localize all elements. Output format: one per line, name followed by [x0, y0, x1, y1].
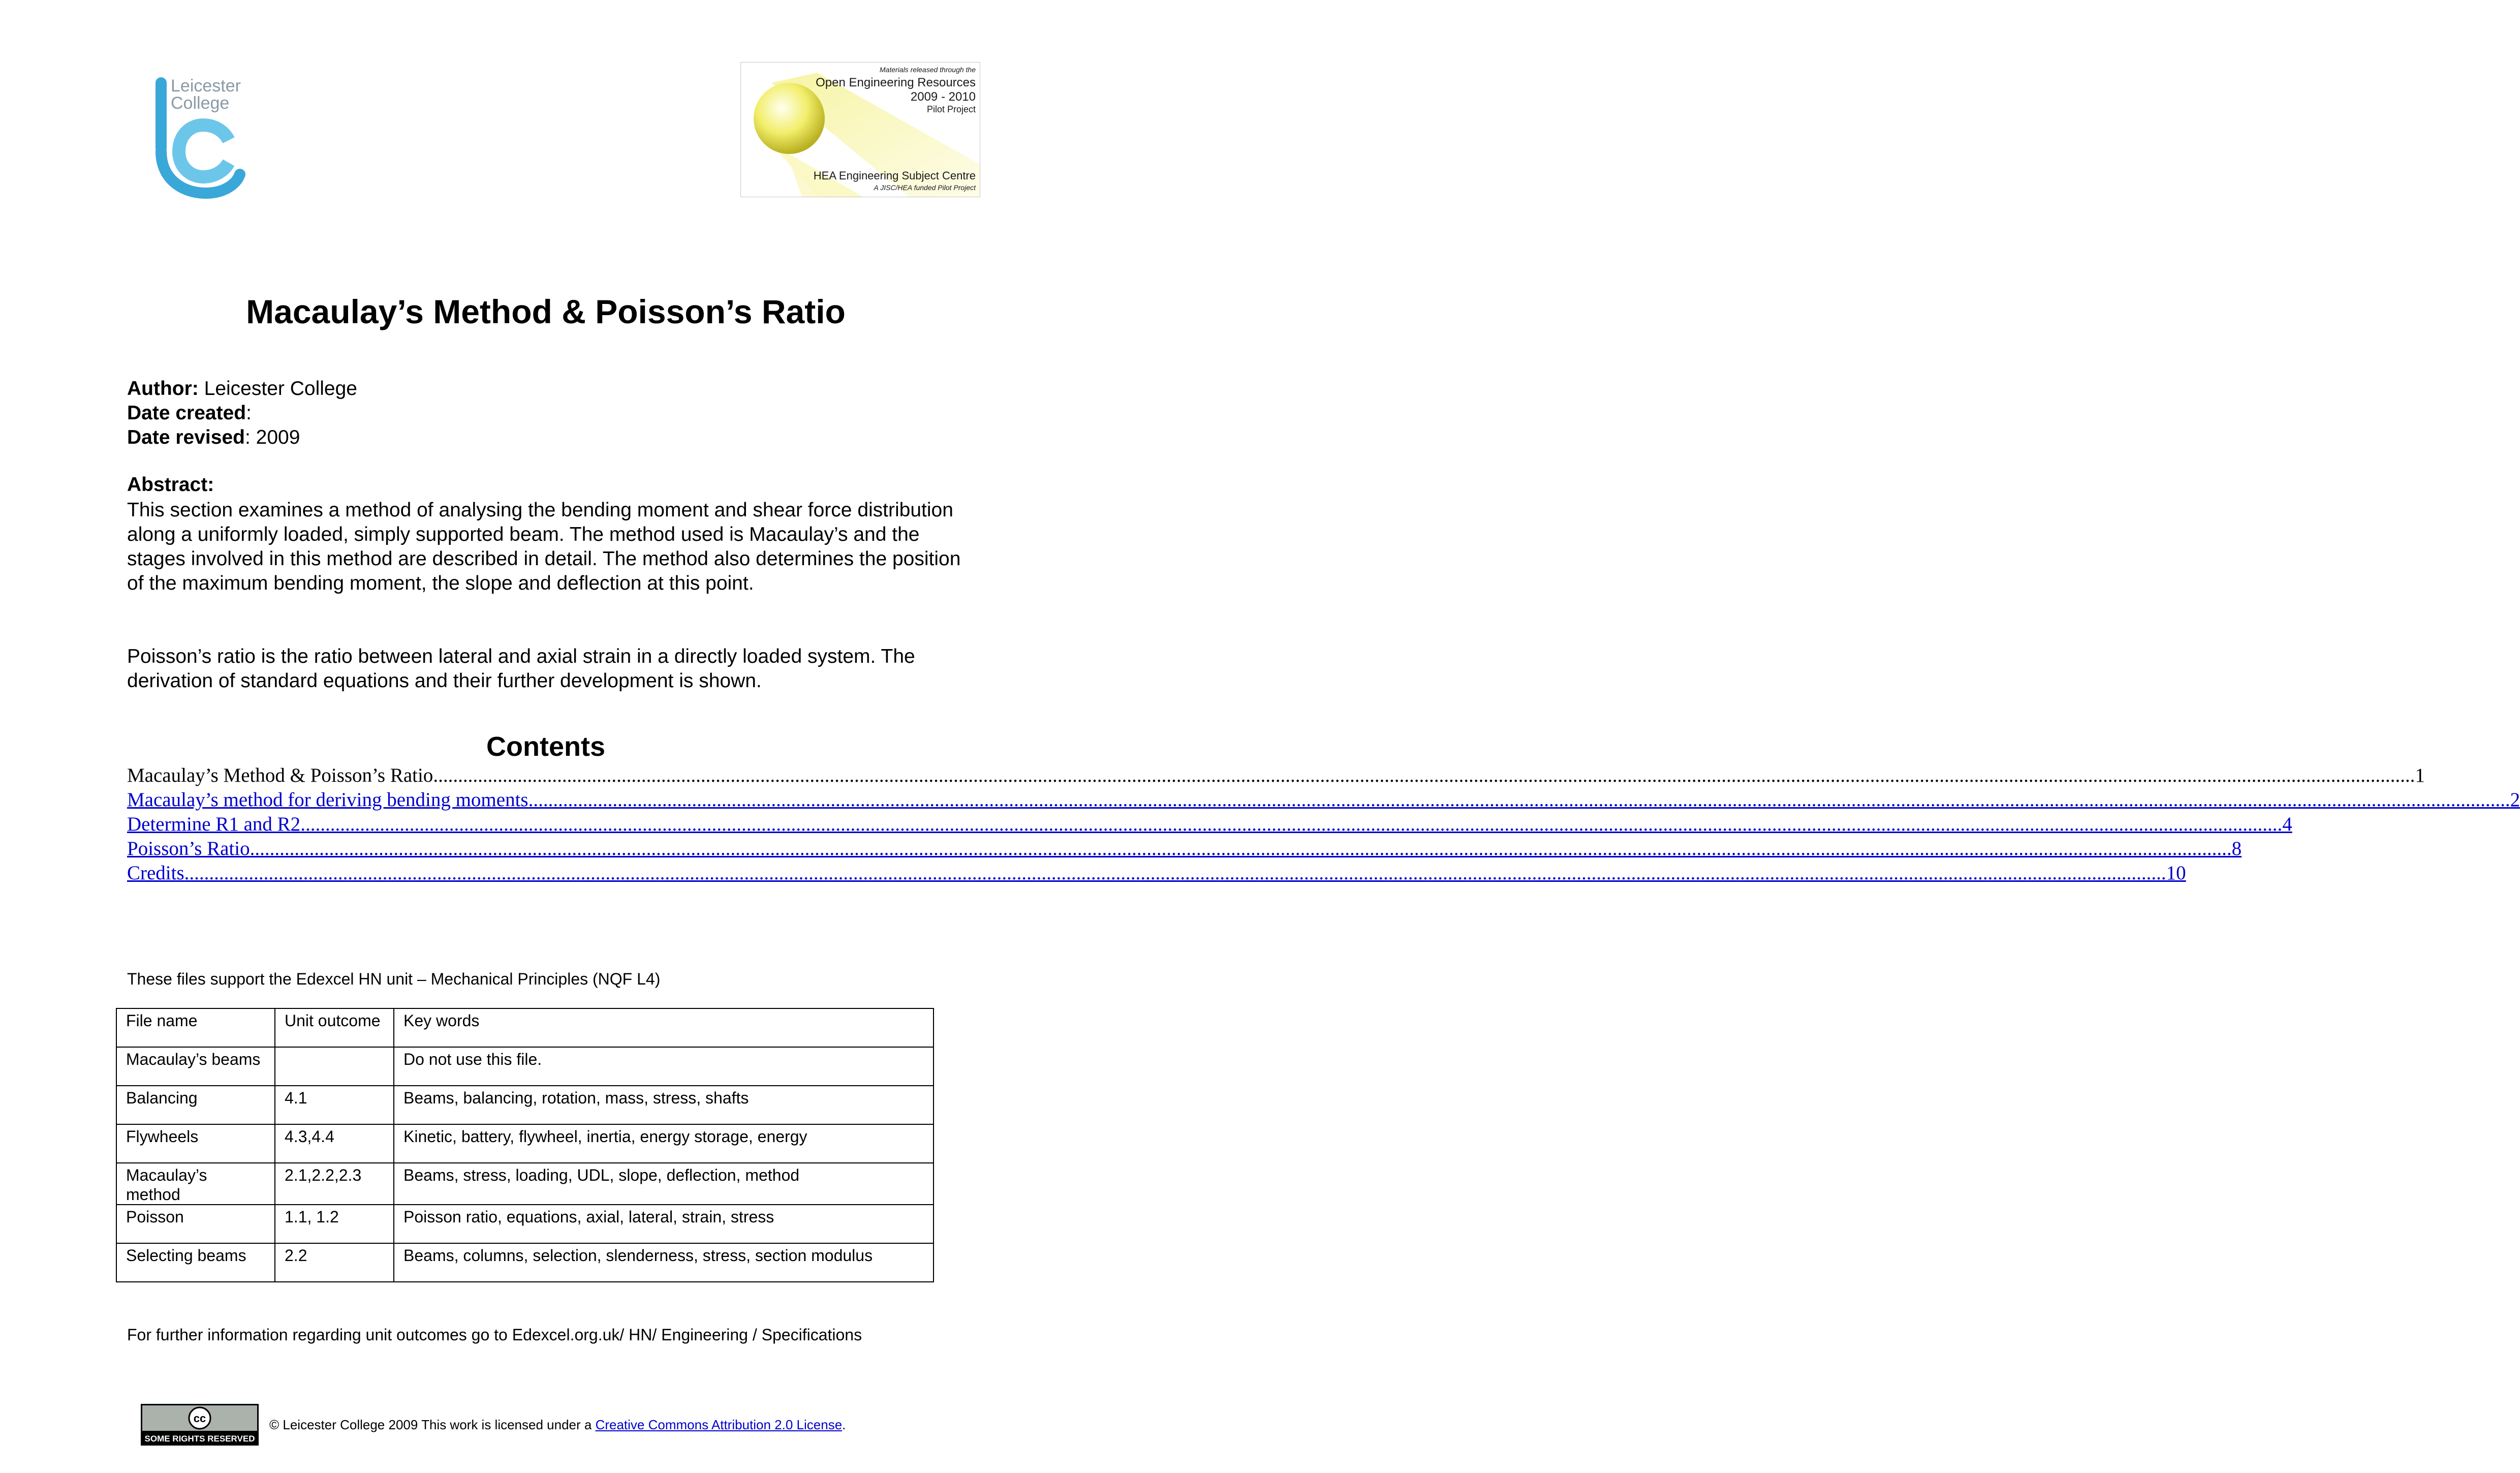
- toc-leader-dots: ................................................................................................................................................................................................................................................................................................................................................................................................................: [528, 789, 2510, 811]
- toc-entry-page: 4: [2282, 813, 2292, 835]
- footer-license: [269, 1417, 846, 1433]
- hea-pilot-text: Pilot Project: [926, 104, 976, 114]
- toc-entry[interactable]: [127, 763, 2425, 788]
- date-revised-label: Date revised: [127, 426, 245, 448]
- date-created-line: [127, 401, 252, 425]
- table-cell: 2.2: [275, 1243, 394, 1282]
- hea-materials-text: Materials released through the: [879, 66, 976, 74]
- hea-years-text: 2009 - 2010: [910, 90, 976, 104]
- table-header-cell: Unit outcome: [275, 1008, 394, 1047]
- author-line: [127, 377, 357, 401]
- author-value: Leicester College: [198, 378, 357, 400]
- table-header-cell: File name: [116, 1008, 275, 1047]
- date-revised-value: : 2009: [244, 426, 300, 448]
- hea-open-engineering-logo: [740, 62, 980, 197]
- toc-entry-page: 1: [2415, 764, 2425, 786]
- hea-centre-text: HEA Engineering Subject Centre: [813, 169, 976, 182]
- table-cell: Macaulay’s beams: [116, 1047, 275, 1086]
- table-cell: Poisson ratio, equations, axial, lateral, strain, stress: [394, 1205, 934, 1243]
- toc-entry-title: Credits: [127, 862, 184, 884]
- toc-entry-page: 2: [2510, 789, 2520, 811]
- table-cell: Beams, balancing, rotation, mass, stress, shafts: [394, 1086, 934, 1124]
- footer-text: © Leicester College 2009 This work is licensed under a: [269, 1417, 596, 1432]
- table-cell: Poisson: [116, 1205, 275, 1243]
- date-created-value: :: [246, 402, 252, 424]
- cc-badge-text: SOME RIGHTS RESERVED: [144, 1434, 255, 1444]
- toc-link[interactable]: [127, 861, 2186, 885]
- table-header-row: [116, 1008, 934, 1047]
- table-cell: 2.1,2.2,2.3: [275, 1163, 394, 1205]
- table-row: [116, 1205, 934, 1243]
- table-cell: Balancing: [116, 1086, 275, 1124]
- toc-entry-title: Macaulay’s method for deriving bending moments: [127, 789, 528, 811]
- abstract-paragraph-1: This section examines a method of analysing the bending moment and shear force distribution along a uniformly loaded, simply supported beam. The method used is Macaulay’s and the stages involved in this method are described in detail. The method also determines the position of the maximum bending moment, the slope and deflection at this point.: [127, 499, 961, 594]
- files-table: [116, 1008, 934, 1282]
- toc-entry-title: Determine R1 and R2: [127, 813, 301, 835]
- toc-entry-title: Poisson’s Ratio: [127, 838, 250, 860]
- table-row: [116, 1124, 934, 1163]
- toc-link[interactable]: [127, 788, 2520, 812]
- table-cell: 1.1, 1.2: [275, 1205, 394, 1243]
- table-cell: [275, 1047, 394, 1086]
- table-header-cell: Key words: [394, 1008, 934, 1047]
- leicester-college-logo: [152, 75, 244, 198]
- contents-heading: Contents: [486, 731, 605, 762]
- toc-entry-page: 8: [2231, 838, 2242, 860]
- hea-funded-text: A JISC/HEA funded Pilot Project: [874, 183, 976, 192]
- table-cell: 4.3,4.4: [275, 1124, 394, 1163]
- toc-leader-dots: ................................................................................................................................................................................................................................................................................................................................................................................................................: [433, 764, 2415, 786]
- cc-symbol-text: cc: [193, 1412, 206, 1425]
- table-row: [116, 1047, 934, 1086]
- toc-entry-page: 10: [2166, 862, 2186, 884]
- support-line: These files support the Edexcel HN unit – Mechanical Principles (NQF L4): [127, 970, 661, 988]
- table-cell: Flywheels: [116, 1124, 275, 1163]
- author-label: Author:: [127, 378, 199, 400]
- toc-leader-dots: ................................................................................................................................................................................................................................................................................................................................................................................................................: [300, 813, 2283, 835]
- abstract-label: Abstract:: [127, 474, 214, 496]
- table-cell: 4.1: [275, 1086, 394, 1124]
- table-row: [116, 1086, 934, 1124]
- toc-leader-dots: ................................................................................................................................................................................................................................................................................................................................................................................................................: [250, 838, 2232, 860]
- logo-text-leicester: Leicester: [171, 76, 241, 96]
- creative-commons-badge[interactable]: [141, 1404, 259, 1446]
- logo-text-college: College: [171, 94, 230, 113]
- table-cell: Macaulay’s method: [116, 1163, 275, 1205]
- sun-icon: [754, 83, 825, 154]
- table-cell: Beams, columns, selection, slenderness, stress, section modulus: [394, 1243, 934, 1282]
- table-cell: Do not use this file.: [394, 1047, 934, 1086]
- toc-leader-dots: ................................................................................................................................................................................................................................................................................................................................................................................................................: [184, 862, 2166, 884]
- table-row: [116, 1243, 934, 1282]
- table-cell: Selecting beams: [116, 1243, 275, 1282]
- license-link[interactable]: Creative Commons Attribution 2.0 License: [595, 1417, 843, 1432]
- toc-link[interactable]: [127, 837, 2242, 861]
- toc-link[interactable]: [127, 812, 2292, 837]
- table-row: [116, 1163, 934, 1205]
- date-created-label: Date created: [127, 402, 246, 424]
- footer-end: .: [842, 1417, 846, 1432]
- hea-oer-text: Open Engineering Resources: [816, 76, 976, 89]
- table-cell: Beams, stress, loading, UDL, slope, deflection, method: [394, 1163, 934, 1205]
- further-info-line: For further information regarding unit outcomes go to Edexcel.org.uk/ HN/ Engineering / Specifications: [127, 1326, 862, 1344]
- page-title: Macaulay’s Method & Poisson’s Ratio: [246, 293, 846, 330]
- abstract-paragraph-2: Poisson’s ratio is the ratio between lateral and axial strain in a directly loaded system. The derivation of standard equations and their further development is shown.: [127, 646, 915, 692]
- date-revised-line: [127, 425, 300, 450]
- toc-entry-title: Macaulay’s Method & Poisson’s Ratio: [127, 764, 433, 786]
- table-cell: Kinetic, battery, flywheel, inertia, energy storage, energy: [394, 1124, 934, 1163]
